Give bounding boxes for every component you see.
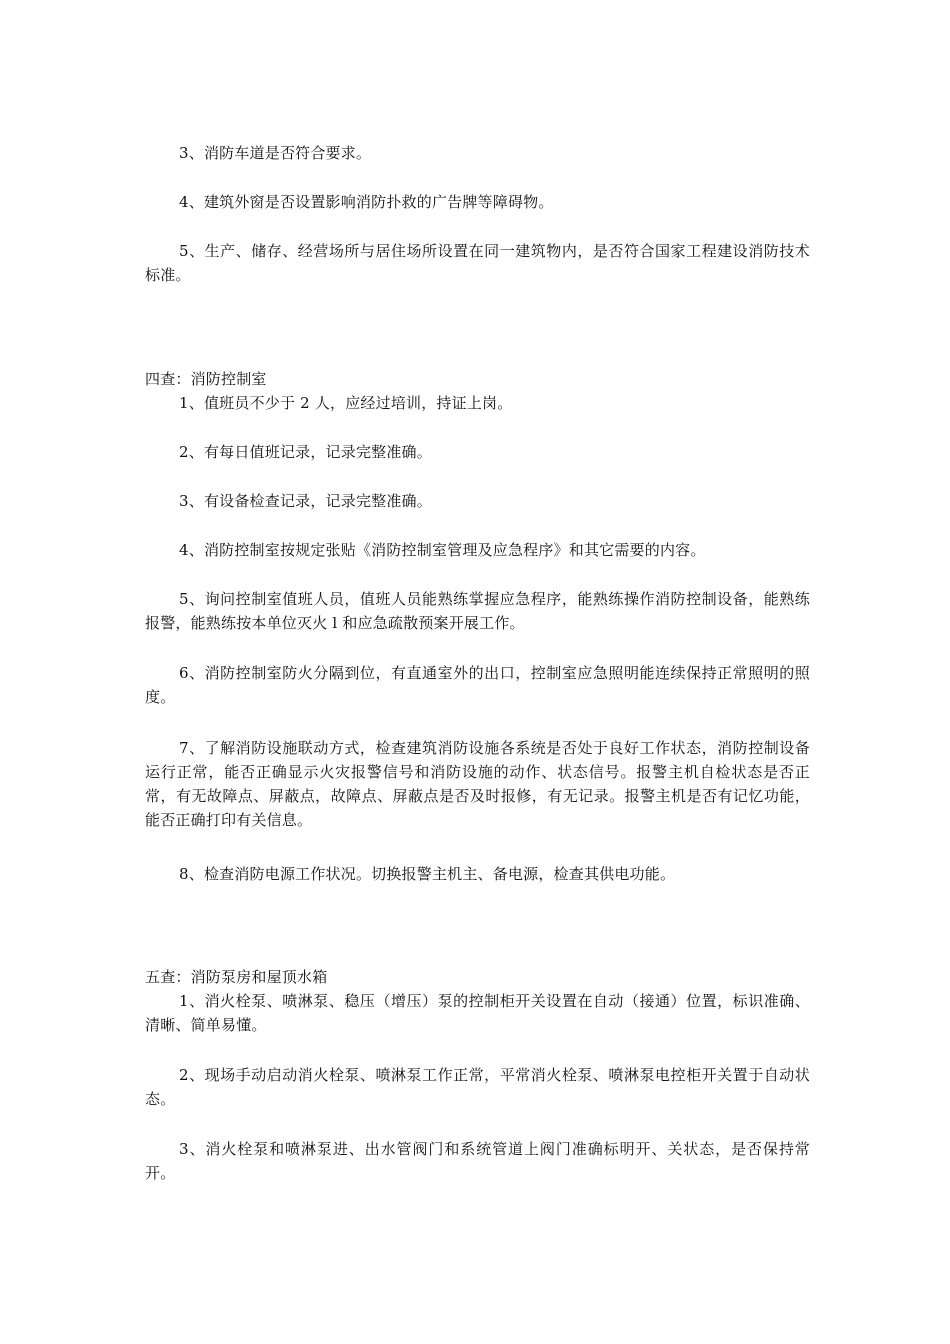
paragraph-pump-room-item-1: 1、消火栓泵、喷淋泵、稳压（增压）泵的控制柜开关设置在自动（接通）位置，标识准确、清晰、简单易懂。	[145, 992, 810, 1034]
paragraph-external-windows: 4、建筑外窗是否设置影响消防扑救的广告牌等障碍物。	[179, 193, 554, 211]
paragraph-control-room-item-8: 8、检查消防电源工作状况。切换报警主机主、备电源，检查其供电功能。	[179, 865, 676, 883]
paragraph-control-room-item-3: 3、有设备检查记录，记录完整准确。	[179, 492, 432, 510]
paragraph-control-room-item-1: 1、值班员不少于 2 人，应经过培训，持证上岗。	[179, 394, 513, 412]
paragraph-fire-lane: 3、消防车道是否符合要求。	[179, 144, 372, 162]
paragraph-control-room-item-4: 4、消防控制室按规定张贴《消防控制室管理及应急程序》和其它需要的内容。	[179, 541, 706, 559]
paragraph-pump-room-item-3: 3、消火栓泵和喷淋泵进、出水管阀门和系统管道上阀门准确标明开、关状态，是否保持常开。	[145, 1140, 810, 1182]
paragraph-mixed-use-building: 5、生产、储存、经营场所与居住场所设置在同一建筑物内，是否符合国家工程建设消防技术标准。	[145, 242, 810, 284]
paragraph-control-room-item-5: 5、询问控制室值班人员，值班人员能熟练掌握应急程序，能熟练操作消防控制设备，能熟练报警，能熟练按本单位灭火 l 和应急疏散预案开展工作。	[145, 590, 810, 632]
section-heading-pump-room-water-tank: 五查：消防泵房和屋顶水箱	[145, 968, 328, 986]
paragraph-control-room-item-7: 7、了解消防设施联动方式，检查建筑消防设施各系统是否处于良好工作状态，消防控制设备运行正常，能否正确显示火灾报警信号和消防设施的动作、状态信号。报警主机自检状态是否正常，有无故障点、屏蔽点，故障点、屏蔽点是否及时报修，有无记录。报警主机是否有记忆功能，能否正确打印有关信息。	[145, 739, 810, 829]
paragraph-pump-room-item-2: 2、现场手动启动消火栓泵、喷淋泵工作正常，平常消火栓泵、喷淋泵电控柜开关置于自动状态。	[145, 1066, 810, 1108]
paragraph-control-room-item-2: 2、有每日值班记录，记录完整准确。	[179, 443, 432, 461]
section-heading-fire-control-room: 四查：消防控制室	[145, 370, 267, 388]
paragraph-control-room-item-6: 6、消防控制室防火分隔到位，有直通室外的出口，控制室应急照明能连续保持正常照明的照度。	[145, 664, 810, 706]
